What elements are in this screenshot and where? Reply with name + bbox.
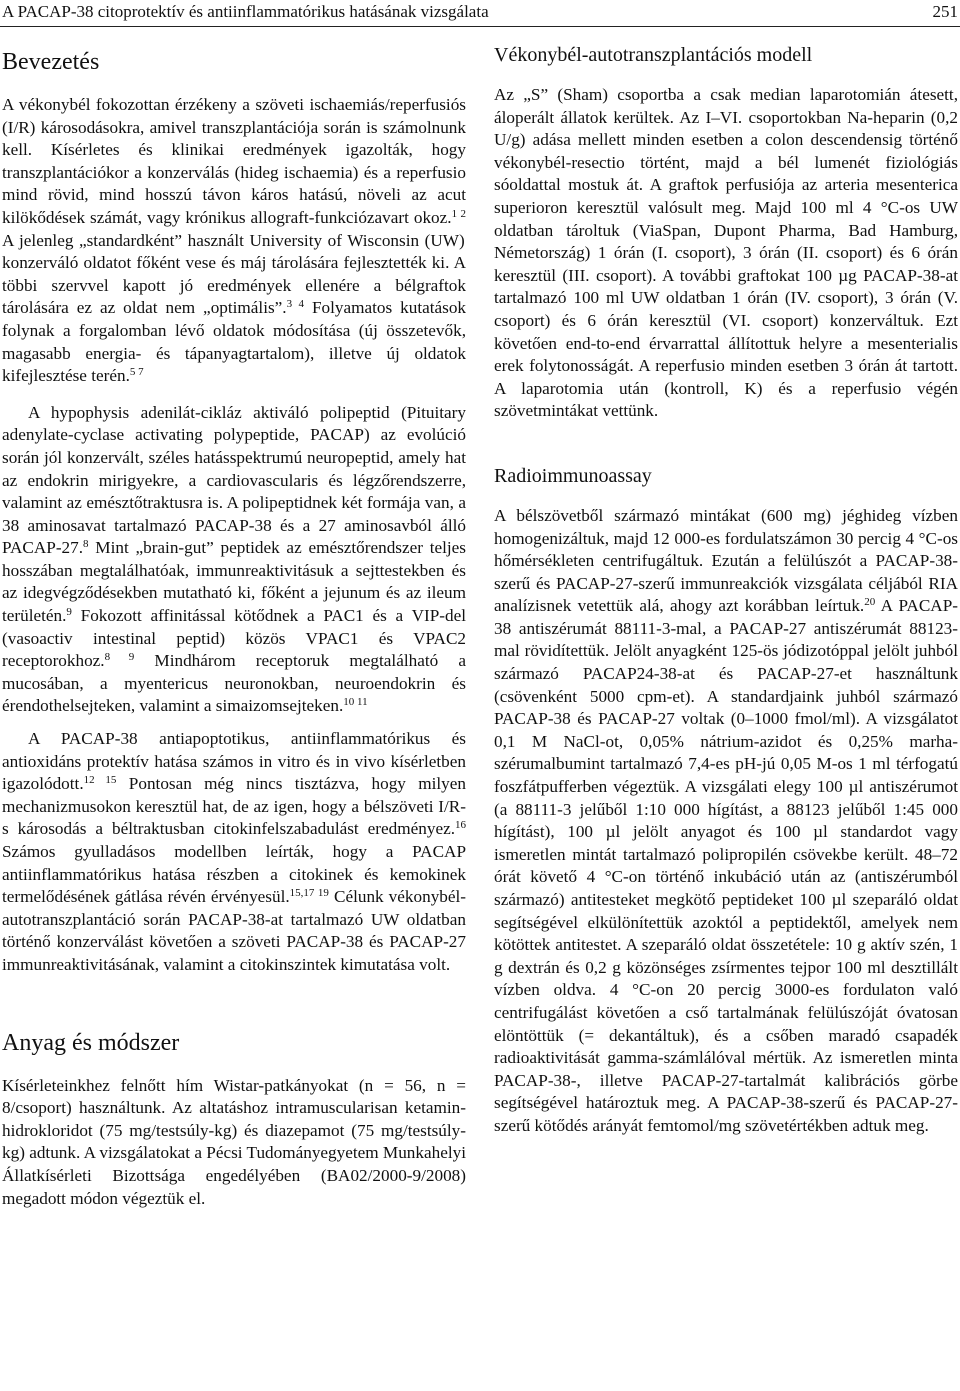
citation: 3 4: [286, 298, 305, 311]
citation: 10 11: [343, 696, 368, 709]
text: A PACAP-38 antiapoptotikus, antiinflammatórikus és antioxidáns protektív hatása számos in vitro és in vivo kísérletben igazolódott.: [2, 729, 466, 794]
text: Folyamatos kutatások folynak a forgalomban lévő oldatok módosítása (új összetevők, magasabb energia- és tápanyagtartalom), illetve új oldatok kifejlesztése terén.: [2, 298, 467, 386]
text: Pontosan még nincs tisztázva, hogy milyen mechanizmusokon keresztül hat, de az igen, hogy a bélszöveti I/R-s károsodás a béltraktusban citokinfelszabadulást eredményez.: [2, 774, 466, 839]
right-column: [494, 34, 958, 1138]
text: Mindhárom receptoruk megtalálható a mucosában, a myentericus neuronokban, neuroendokrin és érendothelsejteken, valamint a simaizomsejteken.: [2, 651, 466, 716]
citation: 15,17 19: [289, 887, 329, 900]
text: Fokozott affinitással kötődnek a PAC1 és a VIP-del (vasoactiv intestinal peptid) közös VPAC1 és VPAC2 receptorokhoz.: [2, 606, 466, 671]
text: A jelenleg „standardként” használt University of Wisconsin (UW) konzerváló oldatot főként vese és máj tárolására fejlesztették ki. A többi szervvel kapott jó eredmények ellenére a bélgraftok tárolására ez az oldat nem „optimális”.: [2, 230, 466, 318]
heading-model: Vékonybél-autotranszplantációs modell: [494, 44, 813, 66]
citation: 8 9: [104, 651, 135, 664]
heading-methods: Anyag és módszer: [2, 1029, 180, 1056]
paragraph-intro-1: [2, 94, 466, 388]
left-column: [2, 34, 466, 1210]
citation: 5 7: [129, 366, 144, 379]
paragraph-ria: [494, 505, 958, 1138]
text: A PACAP-38 antiszérumát 88111-3-mal, a PACAP-27 antiszérumát 88123-mal rövidítettük. Jelölt anyagként 125-ös jódizotóppal jelölt juhból származó PACAP24-38-at és PACAP-27-et használtunk (csövenként 5000 cpm-et). A standardjaink juhból származó PACAP-38 és PACAP-27 voltak (0–1000 fmol/ml). A vizsgálatot 0,1 M NaCl-ot, 0,05% nátrium-azidot és 0,25% marha-szérumalbumint tartalmazó 7,4-es pH-jú 0,05 M-os 1 ml térfogatú foszfátpufferben végeztük. A vizsgálati elegy 100 µl antiszérumot (a 88111-3 jelűből 1:10 000 hígítást, a 88123 jelűből 1:45 000 hígítást), 100 µl jelölt anyagot és 100 µl standardot vagy ismeretlen mintát tartalmazó polipropilén csövekbe került. 48–72 órát követő 4 °C-on történő inkubáció után az (antiszérumból származó) antitesteket megkötő peptideket 100 µl szeparáló oldat segítségével elkülönítettük azoktól a peptidektől, amelyek nem kötöttek antitestet. A szeparáló oldat összetétele: 10 g aktív szén, 1 g dextrán és 0,2 g közönséges zsírmentes tejpor 100 ml desztillált vízben oldva. 4 °C-on 20 percig 3000-es fordulaton való centrifugálást követően a cső tartalmának felülúszóját óvatosan elöntöttük (= dekantáltuk), és a csőben maradó csapadék radioaktivitását gamma-számlálóval mértük. Az ismeretlen minta PACAP-38-, illetve PACAP-27-tartalmát kalibrációs görbe segítségével határoztuk meg. A PACAP-38-szerű és PACAP-27-szerű kötődés arányát femtomol/mg szövetértékben adtuk meg.: [494, 596, 958, 1135]
text: Célunk vékonybél-autotranszplantáció során PACAP-38-at tartalmazó UW oldatban történő konzerválást követően a szöveti PACAP-38 és PACAP-27 immunreaktivitásának, valamint a citokinszintek kimutatása volt.: [2, 887, 467, 974]
text: A hypophysis adenilát-cikláz aktiváló polipeptid (Pituitary adenylate-cyclase activating polypeptide, PACAP) az evolúció során jól konzervált, széles hatásspektrumú neuropeptid, amely hat az endokrin mirigyekre, a cardiovascularis és légzőrendszerre, valamint az emésztőtraktusra is. A polipeptidnek két formája van, a 38 aminosavat tartalmazó PACAP-38 és a 27 aminosavból álló PACAP-27.: [2, 402, 466, 558]
citation: 16: [455, 819, 466, 832]
heading-introduction: Bevezetés: [2, 49, 100, 75]
citation: 20: [864, 596, 876, 609]
spacer: [2, 977, 466, 1015]
citation: 1 2: [451, 207, 466, 220]
paragraph-methods: Kísérleteinkhez felnőtt hím Wistar-patkányokat (n = 56, n = 8/csoport) használtunk. Az altatáshoz intramuscularisan ketamin-hidrokloridot (75 mg/testsúly-kg) és diazepamot (75 mg/testsúly-kg) adtunk. A vizsgálatokat a Pécsi Tudományegyetem Munkahelyi Állatkísérleti Bizottsága engedélyében (BA02/2000-9/2008) megadott módon végeztük el.: [2, 1075, 466, 1208]
text: A vékonybél fokozottan érzékeny a szöveti ischaemiás/reperfusiós (I/R) károsodásokra, amivel transzplantációja során is számolnunk kell. Kísérletes és klinikai eredmények igazolták, hogy transzplantációkor a konzerválás (hideg ischaemia) és a reperfusio mind rövid, mind hosszú távon káros hatású, növeli az acut kilökődések számát, vagy krónikus allograft-funkciózavart okoz.: [2, 95, 466, 227]
paragraph-intro-3: [2, 728, 466, 977]
paragraph-intro-2: [2, 402, 466, 718]
text: Mint „brain-gut” peptidek az emésztőrendszer teljes hosszában megtalálhatóak, immunreaktivitásuk a sejttestekben és az idegvégződésekben mutatható ki, főként a jejunum és az ileum területén.: [2, 538, 466, 626]
citation: 9: [66, 606, 72, 619]
running-title: A PACAP-38 citoprotektív és antiinflammatórikus hatásának vizsgálata: [2, 2, 489, 21]
text: Számos gyulladásos modellben leírták, hogy a PACAP antiinflammatórikus hatása részben a citokinek és kemokinek termelődésének gátlása révén érvényesül.: [2, 842, 466, 907]
citation: 8: [83, 538, 89, 551]
spacer: [494, 423, 958, 455]
text: A bélszövetből származó mintákat (600 mg) jéghideg vízben homogenizáltuk, majd 12 000-es fordulatszámon 30 percig 4 °C-os hőmérsékleten centrifugáltuk. Ezután a felülúszót a PACAP-38-szerű és PACAP-27-szerű immunreakciók vizsgálata céljából RIA analízisnek vetettük alá, ahogy azt korábban leírtuk.: [494, 505, 958, 616]
page-number: 251: [932, 2, 958, 21]
heading-radioimmunoassay: Radioimmunoassay: [494, 464, 652, 487]
running-head: [0, 0, 960, 27]
citation: 12 15: [83, 774, 117, 787]
paragraph-model: Az „S” (Sham) csoportba a csak median laparotomián átesett, áloperált állatok kerültek. Az I–VI. csoportokban Na-heparin (0,2 U/g) adása mellett minden esetben a colon descendensig történő vékonybél-resectio történt, majd a bél lumenét fiziológiás sóoldattal mostuk át. A graftok perfusiója az arteria mesenterica superioron keresztül valósult meg. Majd 100 ml 4 °C-os UW oldatban tároltuk (ViaSpan, Dupont Pharma, Bad Hamburg, Németország) 1 órán (I. csoport), 3 órán (II. csoport) és 6 órán keresztül (III. csoport). A további graftokat 100 µg PACAP-38-at tartalmazó 100 ml UW oldatban 1 órán (IV. csoport), 3 órán (V. csoport) és 6 órán keresztül (VI. csoport) konzerváltuk. Ezt követően end-to-end érvarrattal állítottuk helyre a mesenterialis erek folytonosságát. A reperfusio minden esetben 3 órán át tartott. A laparotomia után (kontroll, K) és a reperfusio végén szövetmintákat vettünk.: [494, 85, 958, 421]
